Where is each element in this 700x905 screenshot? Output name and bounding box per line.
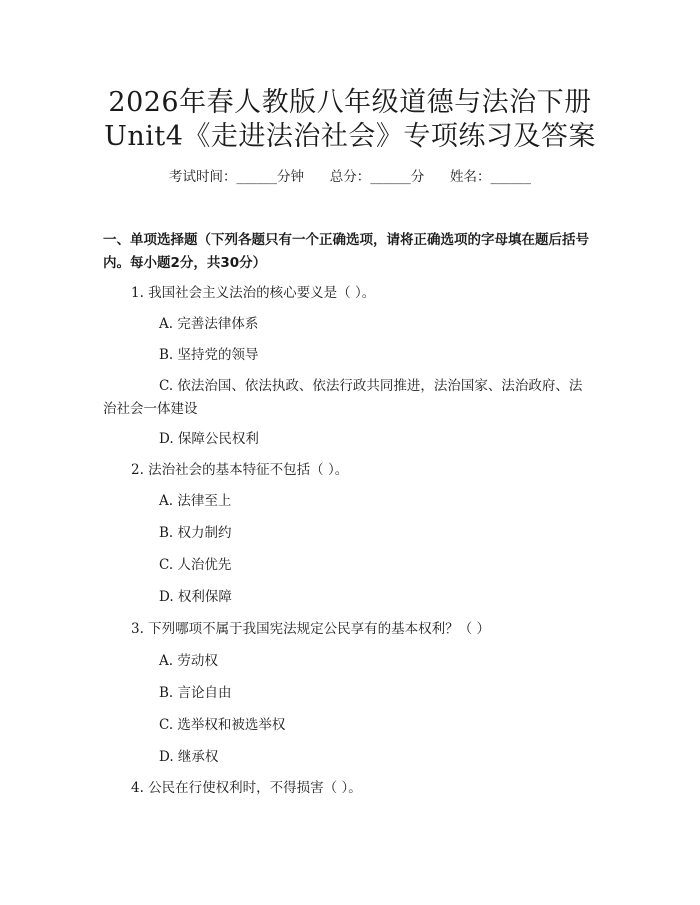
document-title-line-2: Unit4《走进法治社会》专项练习及答案 — [104, 121, 596, 152]
question-3-option-d: D. 继承权 — [159, 749, 219, 765]
question-1-option-b: B. 坚持党的领导 — [159, 347, 259, 363]
question-3-stem: 3. 下列哪项不属于我国宪法规定公民享有的基本权利？（ ） — [131, 621, 490, 637]
question-2-option-d: D. 权利保障 — [159, 589, 232, 605]
question-3-option-c: C. 选举权和被选举权 — [159, 717, 286, 733]
question-2-option-b: B. 权力制约 — [159, 525, 232, 541]
exam-info-line: 考试时间：______分钟 总分：______分 姓名：______ — [169, 169, 531, 185]
question-3-option-b: B. 言论自由 — [159, 685, 232, 701]
question-2-option-a: A. 法律至上 — [159, 493, 232, 509]
section-heading: 一、单项选择题（下列各题只有一个正确选项，请将正确选项的字母填在题后括号内。每小题2分，共30分） — [103, 232, 589, 271]
question-1-stem: 1. 我国社会主义法治的核心要义是（ ）。 — [131, 285, 376, 301]
question-1-option-c: C. 依法治国、依法执政、依法行政共同推进，法治国家、法治政府、法 — [159, 378, 583, 394]
document-title-line-1: 2026年春人教版八年级道德与法治下册 — [108, 87, 592, 118]
question-1-option-c-continued: 治社会一体建设 — [103, 401, 198, 417]
question-1-option-d: D. 保障公民权利 — [159, 431, 259, 447]
question-1-option-a: A. 完善法律体系 — [159, 316, 259, 332]
question-3-option-a: A. 劳动权 — [159, 653, 218, 669]
question-2-stem: 2. 法治社会的基本特征不包括（ ）。 — [131, 462, 349, 478]
question-2-option-c: C. 人治优先 — [159, 557, 232, 573]
question-4-stem: 4. 公民在行使权利时，不得损害（ ）。 — [131, 780, 362, 796]
